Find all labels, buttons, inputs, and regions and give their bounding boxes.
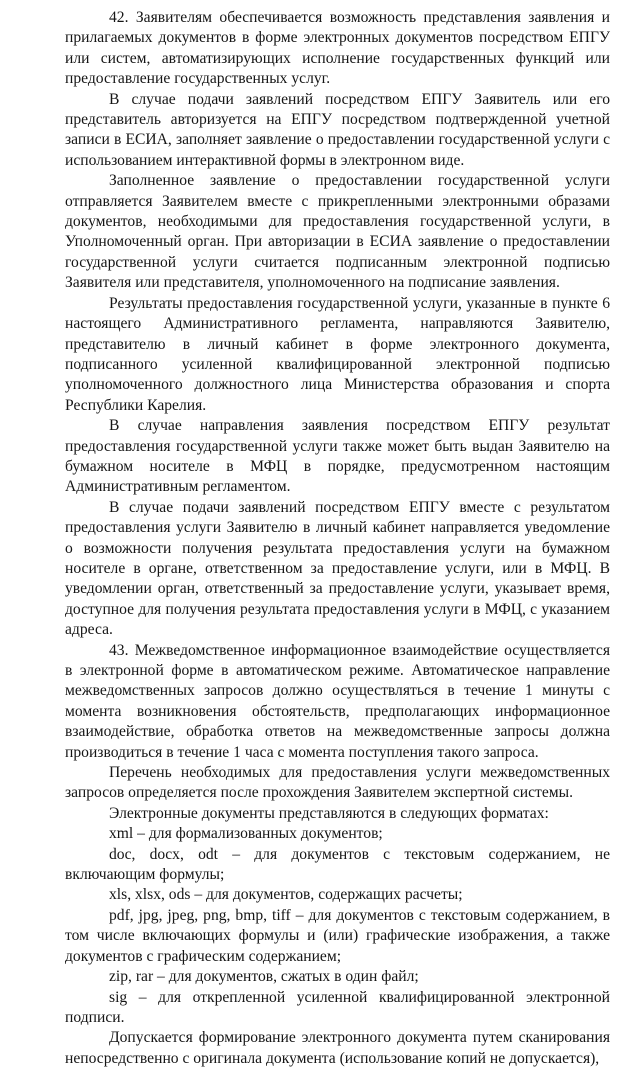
format-item-xml: xml – для формализованных документов; [109, 825, 383, 843]
paragraph-formats-intro: Электронные документы представляются в следующих форматах: [109, 804, 549, 822]
paragraph-scanning: Допускается формирование электронного документа путем сканирования непосредственно с оригинала документа (использование копий не допускается), [65, 1029, 610, 1067]
paragraph-43: 43. Межведомственное информационное взаимодействие осуществляется в электронной форме в автоматическом режиме. Автоматическое направление межведомственных запросов должно осуществляться в течение 1 минуты с момента возникновения обстоятельств, предполагающих информационное взаимодействие, обработка ответов на межведомственные запросы должна производиться в течение 1 часа с момента поступления такого запроса. [65, 641, 610, 761]
format-item-sig: sig – для открепленной усиленной квалифицированной электронной подписи. [65, 988, 610, 1026]
format-item-xls: xls, xlsx, ods – для документов, содержащих расчеты; [109, 886, 463, 904]
paragraph-notification: В случае подачи заявлений посредством ЕПГУ вместе с результатом предоставления услуги Заявителю в личный кабинет направляется уведомление о возможности получения результата предоставления услуги на бумажном носителе в органе, ответственном за предоставление услуги, или в МФЦ. В уведомлении орган, ответственный за предоставление услуги, указывает время, доступное для получения результата предоставления услуги в МФЦ, с указанием адреса. [65, 498, 610, 639]
format-item-pdf: pdf, jpg, jpeg, png, bmp, tiff – для документов с текстовым содержанием, в том числе включающих формулы и (или) графические изображения, а также документов с графическим содержанием; [65, 906, 610, 965]
paragraph-paper-result: В случае направления заявления посредством ЕПГУ результат предоставления государственной услуги также может быть выдан Заявителю на бумажном носителе в МФЦ в порядке, предусмотренном настоящим Административным регламентом. [65, 417, 610, 496]
paragraph-42: 42. Заявителям обеспечивается возможность представления заявления и прилагаемых документов в форме электронных документов посредством ЕПГУ или систем, автоматизирующих исполнение государственных функций или предоставление государственных услуг. [65, 9, 610, 88]
format-item-doc: doc, docx, odt – для документов с текстовым содержанием, не включающим формулы; [65, 845, 610, 884]
paragraph-request-list: Перечень необходимых для предоставления услуги межведомственных запросов определяется после прохождения Заявителем экспертной системы. [65, 764, 610, 802]
paragraph-filled-application: Заполненное заявление о предоставлении государственной услуги отправляется Заявителем вместе с прикрепленными электронными образами документов, необходимыми для предоставления государственной услуги, в Уполномоченный орган. При авторизации в ЕСИА заявление о предоставлении государственной услуги считается подписанным электронной подписью Заявителя или представителя, уполномоченного на подписание заявления. [65, 172, 610, 292]
paragraph-epgu-submission: В случае подачи заявлений посредством ЕПГУ Заявитель или его представитель авторизуется на ЕПГУ посредством подтвержденной учетной записи в ЕСИА, заполняет заявление о предоставлении государственной услуги с использованием интерактивной формы в электронном виде. [65, 90, 610, 169]
paragraph-results: Результаты предоставления государственной услуги, указанные в пункте 6 настоящего Административного регламента, направляются Заявителю, представителю в личный кабинет в форме электронного документа, подписанного усиленной квалифицированной электронной подписью уполномоченного должностного лица Министерства образования и спорта Республики Карелия. [65, 294, 610, 414]
format-item-zip: zip, rar – для документов, сжатых в один файл; [109, 968, 419, 986]
